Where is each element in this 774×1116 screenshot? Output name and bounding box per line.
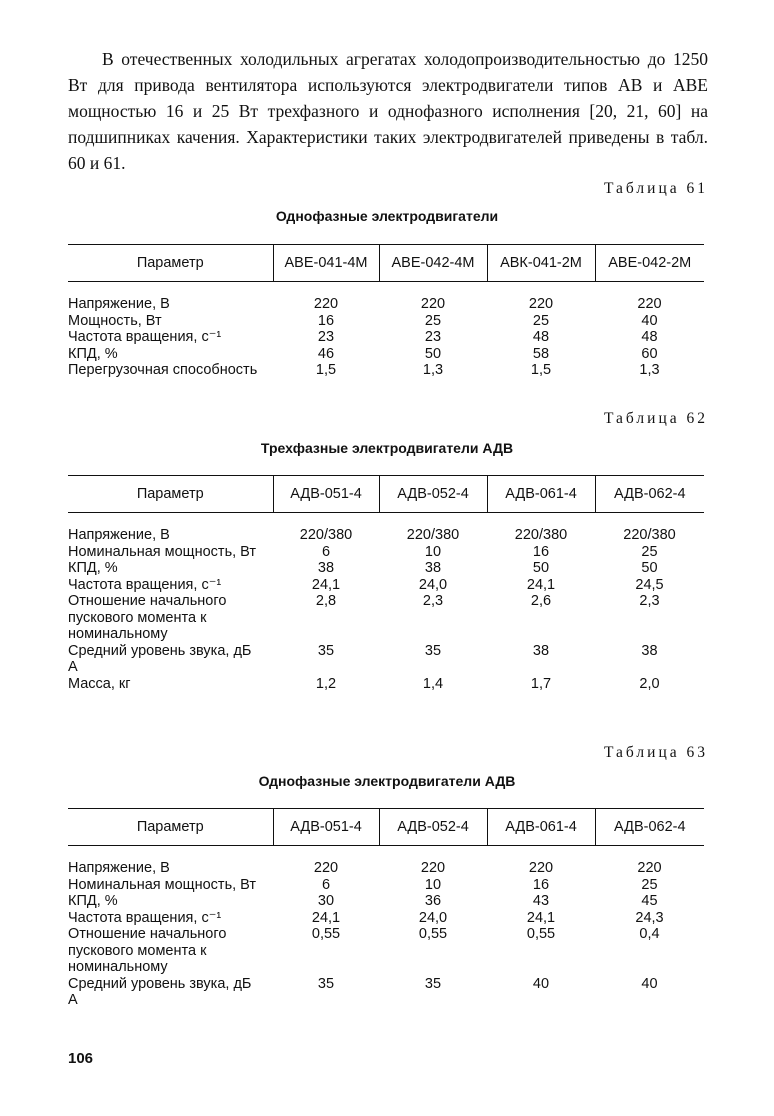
value-cell: 6 xyxy=(321,543,331,560)
table-spacer-row xyxy=(68,282,704,297)
column-header-model: АДВ-061-4 xyxy=(487,809,595,846)
table-row xyxy=(68,893,704,910)
value-cell: 43 xyxy=(532,893,550,909)
column-header-model: АДВ-051-4 xyxy=(273,809,379,846)
value-cell: 24,3 xyxy=(635,909,664,926)
table-row xyxy=(68,362,704,379)
table-row xyxy=(68,329,704,346)
value-cell: 0,55 xyxy=(311,926,341,942)
table-row xyxy=(68,560,704,577)
value-cell: 25 xyxy=(641,876,658,893)
intro-paragraph xyxy=(68,46,708,176)
table-63-label: Таблица 63 xyxy=(603,744,708,761)
value-cell: 38 xyxy=(641,642,658,659)
value-cell: 220 xyxy=(420,296,446,312)
value-cell: 2,8 xyxy=(315,593,337,609)
value-cell: 1,5 xyxy=(315,362,337,378)
table-62-title: Трехфазные электродвигатели АДВ xyxy=(260,440,514,456)
value-cell: 45 xyxy=(641,893,658,909)
parameter-cell: Отношение начального пускового момента к номинальному xyxy=(68,926,227,975)
table-row xyxy=(68,860,704,877)
value-cell: 2,6 xyxy=(530,593,552,609)
parameter-cell: Средний уровень звука, дБ А xyxy=(68,642,252,675)
parameter-cell: Частота вращения, с⁻¹ xyxy=(68,576,222,593)
column-header-model: АДВ-052-4 xyxy=(379,809,487,846)
value-cell: 1,2 xyxy=(315,675,337,692)
value-cell: 1,3 xyxy=(639,362,660,378)
value-cell: 2,3 xyxy=(422,593,444,609)
column-header-model: АДВ-051-4 xyxy=(273,476,379,513)
table-62-label: Таблица 62 xyxy=(603,410,708,427)
table-header-row xyxy=(68,476,704,513)
value-cell: 2,3 xyxy=(639,593,660,609)
value-cell: 24,0 xyxy=(418,576,448,593)
value-cell: 35 xyxy=(424,975,442,992)
parameter-cell: Напряжение, В xyxy=(68,296,170,312)
column-header-model: АВЕ-042-4М xyxy=(379,245,487,282)
value-cell: 38 xyxy=(317,560,335,576)
table-row xyxy=(68,910,704,927)
value-cell: 23 xyxy=(424,329,442,345)
intro-text: В отечественных холодильных агрегатах холодопроизводительностью до 1250 Вт для привода вентилятора используются электродвигатели типов АВ и АВЕ мощностью 16 и 25 Вт трехфазного и однофазного исполнения [20, 21, 60] на подшипниках качения. Характеристики таких электродвигателей приведены в табл. 60 и 61. xyxy=(68,49,708,173)
column-header-model: АВЕ-042-2М xyxy=(595,245,704,282)
table-61 xyxy=(68,244,704,379)
table-62 xyxy=(68,475,704,692)
value-cell: 1,4 xyxy=(422,675,444,692)
value-cell: 220/380 xyxy=(406,527,460,543)
table-row xyxy=(68,926,704,976)
value-cell: 40 xyxy=(532,975,550,992)
value-cell: 50 xyxy=(641,560,658,576)
value-cell: 40 xyxy=(641,312,658,329)
value-cell: 220/380 xyxy=(299,527,353,543)
value-cell: 6 xyxy=(321,876,331,893)
value-cell: 36 xyxy=(424,893,442,909)
value-cell: 1,7 xyxy=(530,675,552,692)
value-cell: 46 xyxy=(317,345,335,362)
table-spacer-row xyxy=(68,846,704,861)
value-cell: 220 xyxy=(528,860,554,876)
table-spacer-row xyxy=(68,513,704,528)
value-cell: 1,5 xyxy=(530,362,552,378)
parameter-cell: Масса, кг xyxy=(68,675,131,692)
table-63-title: Однофазные электродвигатели АДВ xyxy=(258,773,516,789)
table-header-row xyxy=(68,809,704,846)
table-row xyxy=(68,593,704,643)
value-cell: 24,1 xyxy=(526,909,556,926)
value-cell: 24,5 xyxy=(635,576,664,593)
value-cell: 40 xyxy=(641,975,658,992)
value-cell: 50 xyxy=(424,345,442,362)
value-cell: 0,4 xyxy=(639,926,660,942)
value-cell: 38 xyxy=(424,560,442,576)
parameter-cell: Напряжение, В xyxy=(68,860,170,876)
table-63 xyxy=(68,808,704,1009)
value-cell: 35 xyxy=(424,642,442,659)
value-cell: 24,0 xyxy=(418,909,448,926)
value-cell: 60 xyxy=(641,345,658,362)
value-cell: 220/380 xyxy=(514,527,568,543)
value-cell: 0,55 xyxy=(418,926,448,942)
value-cell: 220 xyxy=(528,296,554,312)
value-cell: 220/380 xyxy=(623,527,676,543)
value-cell: 0,55 xyxy=(526,926,556,942)
table-row xyxy=(68,544,704,561)
parameter-cell: КПД, % xyxy=(68,560,118,576)
table-61-label: Таблица 61 xyxy=(603,180,708,197)
spacer-cell xyxy=(68,513,704,528)
value-cell: 25 xyxy=(424,312,442,329)
value-cell: 48 xyxy=(641,329,658,345)
value-cell: 220 xyxy=(420,860,446,876)
column-header-model: АДВ-052-4 xyxy=(379,476,487,513)
value-cell: 25 xyxy=(641,543,658,560)
page-number: 106 xyxy=(68,1050,94,1067)
value-cell: 58 xyxy=(532,345,550,362)
table-row xyxy=(68,676,704,693)
value-cell: 220 xyxy=(637,296,662,312)
parameter-cell: Перегрузочная способность xyxy=(68,362,258,378)
table-row xyxy=(68,313,704,330)
table-row xyxy=(68,577,704,594)
parameter-cell: КПД, % xyxy=(68,893,118,909)
table-row xyxy=(68,643,704,676)
table-61-title: Однофазные электродвигатели xyxy=(275,208,499,224)
column-header-model: АДВ-061-4 xyxy=(487,476,595,513)
column-header-model: АВЕ-041-4М xyxy=(273,245,379,282)
value-cell: 24,1 xyxy=(526,576,556,593)
column-header-model: АВК-041-2М xyxy=(487,245,595,282)
value-cell: 220 xyxy=(313,296,339,312)
value-cell: 35 xyxy=(317,975,335,992)
table-row xyxy=(68,527,704,544)
table-row xyxy=(68,296,704,313)
table-row xyxy=(68,346,704,363)
value-cell: 24,1 xyxy=(311,909,341,926)
column-header-parameter: Параметр xyxy=(68,476,273,513)
value-cell: 16 xyxy=(532,876,550,893)
value-cell: 38 xyxy=(532,642,550,659)
value-cell: 23 xyxy=(317,329,335,345)
value-cell: 1,3 xyxy=(422,362,444,378)
value-cell: 16 xyxy=(317,312,335,329)
value-cell: 10 xyxy=(424,876,442,893)
value-cell: 24,1 xyxy=(311,576,341,593)
column-header-parameter: Параметр xyxy=(68,245,273,282)
value-cell: 30 xyxy=(317,893,335,909)
column-header-model: АДВ-062-4 xyxy=(595,476,704,513)
column-header-model: АДВ-062-4 xyxy=(595,809,704,846)
parameter-cell: Напряжение, В xyxy=(68,527,170,543)
table-row xyxy=(68,877,704,894)
value-cell: 48 xyxy=(532,329,550,345)
value-cell: 10 xyxy=(424,543,442,560)
value-cell: 220 xyxy=(637,860,662,876)
parameter-cell: Номинальная мощность, Вт xyxy=(68,543,257,560)
value-cell: 50 xyxy=(532,560,550,576)
parameter-cell: Средний уровень звука, дБ А xyxy=(68,975,252,1008)
value-cell: 220 xyxy=(313,860,339,876)
parameter-cell: Номинальная мощность, Вт xyxy=(68,876,257,893)
value-cell: 25 xyxy=(532,312,550,329)
table-row xyxy=(68,976,704,1009)
value-cell: 35 xyxy=(317,642,335,659)
column-header-parameter: Параметр xyxy=(68,809,273,846)
spacer-cell xyxy=(68,282,704,297)
value-cell: 2,0 xyxy=(639,675,660,692)
parameter-cell: Отношение начального пускового момента к номинальному xyxy=(68,593,227,642)
table-header-row xyxy=(68,245,704,282)
parameter-cell: Мощность, Вт xyxy=(68,312,162,329)
value-cell: 16 xyxy=(532,543,550,560)
parameter-cell: КПД, % xyxy=(68,345,118,362)
spacer-cell xyxy=(68,846,704,861)
parameter-cell: Частота вращения, с⁻¹ xyxy=(68,909,222,926)
parameter-cell: Частота вращения, с⁻¹ xyxy=(68,329,222,345)
